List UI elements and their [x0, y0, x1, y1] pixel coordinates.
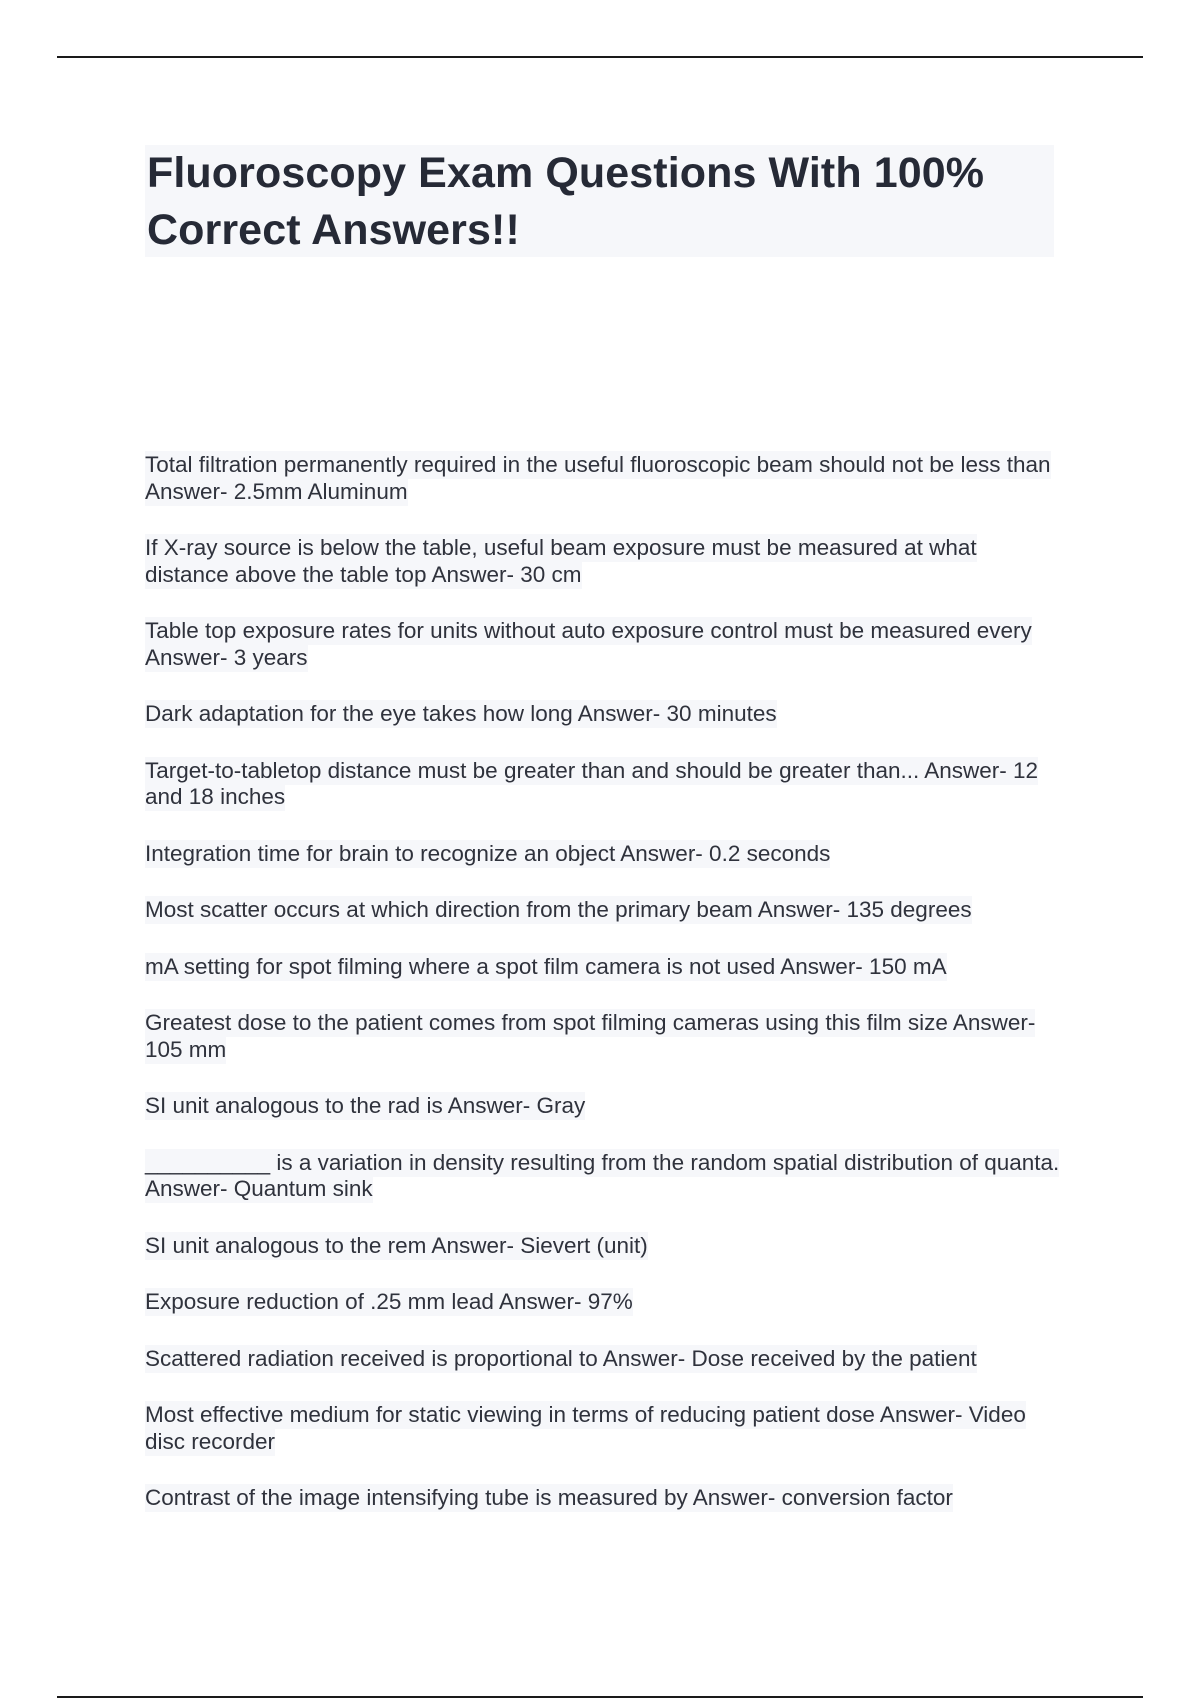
question-item-8 [145, 954, 1065, 981]
question-text: If X-ray source is below the table, useful beam exposure must be measured at what distance above the table top Answer- 30 cm [145, 535, 977, 587]
question-text: Contrast of the image intensifying tube is measured by Answer- conversion factor [145, 1485, 953, 1510]
question-text: SI unit analogous to the rad is Answer- Gray [145, 1093, 586, 1118]
question-text: Dark adaptation for the eye takes how long Answer- 30 minutes [145, 701, 777, 726]
question-item-14 [145, 1346, 1065, 1373]
question-item-10 [145, 1093, 1065, 1120]
question-item-4 [145, 701, 1065, 728]
question-item-15 [145, 1402, 1065, 1455]
question-text: Total filtration permanently required in the useful fluoroscopic beam should not be less than Answer- 2.5mm Aluminum [145, 452, 1051, 504]
question-item-2 [145, 535, 1065, 588]
bottom-rule [57, 1696, 1143, 1698]
question-text: mA setting for spot filming where a spot film camera is not used Answer- 150 mA [145, 953, 947, 979]
page-title-text: Fluoroscopy Exam Questions With 100% Correct Answers!! [147, 149, 985, 254]
question-text: __________ is a variation in density resulting from the random spatial distribution of quanta. Answer- Quantum sink [145, 1149, 1060, 1201]
question-item-1 [145, 452, 1065, 505]
question-text: Target-to-tabletop distance must be greater than and should be greater than... Answer- 12 and 18 inches [145, 757, 1039, 809]
question-text: Table top exposure rates for units without auto exposure control must be measured every Answer- 3 years [145, 618, 1032, 670]
question-text: Most effective medium for static viewing in terms of reducing patient dose Answer- Video disc recorder [145, 1402, 1026, 1454]
question-item-16 [145, 1485, 1065, 1512]
question-item-6 [145, 841, 1065, 868]
title-block [145, 145, 1054, 257]
question-item-3 [145, 618, 1065, 671]
question-text: Scattered radiation received is proportional to Answer- Dose received by the patient [145, 1345, 977, 1371]
question-text: Greatest dose to the patient comes from spot filming cameras using this film size Answer- 105 mm [145, 1010, 1036, 1062]
question-item-11 [145, 1150, 1065, 1203]
question-item-5 [145, 758, 1065, 811]
question-list [145, 452, 1065, 1512]
question-text: SI unit analogous to the rem Answer- Sievert (unit) [145, 1232, 648, 1258]
question-text: Exposure reduction of .25 mm lead Answer- 97% [145, 1289, 633, 1314]
question-item-7 [145, 897, 1065, 924]
question-text: Integration time for brain to recognize an object Answer- 0.2 seconds [145, 840, 831, 866]
question-item-13 [145, 1289, 1065, 1316]
question-item-9 [145, 1010, 1065, 1063]
top-rule [57, 56, 1143, 58]
question-text: Most scatter occurs at which direction from the primary beam Answer- 135 degrees [145, 897, 972, 922]
question-item-12 [145, 1233, 1065, 1260]
page-title [145, 145, 1054, 259]
